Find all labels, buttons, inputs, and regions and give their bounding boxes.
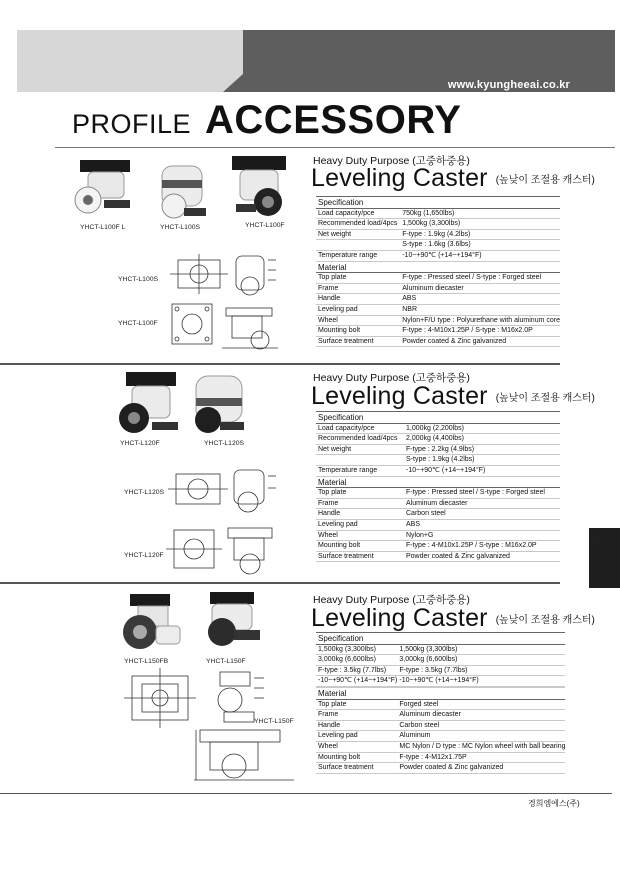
spec-key [316, 240, 400, 251]
caption-drawing-l120s: YHCT-L120S [124, 489, 165, 496]
caption-l150f: YHCT-L150F [206, 658, 246, 665]
caster-photo-l100s [150, 160, 212, 222]
spec-value: F-type : 4-M12x1.75P [397, 752, 565, 763]
spec-key: 1,500kg (3,300lbs) [316, 644, 397, 655]
caption-l150fb: YHCT-L150FB [124, 658, 169, 665]
spec-value: ABS [404, 519, 560, 530]
spec-key: Recommended load/4pcs [316, 434, 404, 445]
spec-key: Leveling pad [316, 519, 404, 530]
caption-l100f-l: YHCT-L100F L [80, 224, 126, 231]
spec-key: Handle [316, 720, 397, 731]
page-title [72, 98, 461, 143]
spec-value: MC Nylon / D type : MC Nylon wheel with ball bearing [397, 741, 565, 752]
technical-drawing-l120s [168, 464, 280, 516]
section-divider-1 [0, 363, 560, 365]
spec-key: Leveling pad [316, 304, 400, 315]
section1-title [311, 164, 595, 193]
spec-key: Wheel [316, 315, 400, 326]
spec-value: F-type : 1.9kg (4.2lbs) [400, 229, 560, 240]
spec-key: Handle [316, 509, 404, 520]
side-tab-label: Accessory [589, 534, 601, 586]
spec-value: ABS [400, 294, 560, 305]
page-title-profile: PROFILE [72, 109, 192, 139]
spec-key: Wheel [316, 741, 397, 752]
caster-photo-l150f [200, 590, 264, 652]
caster-photo-l120f [112, 370, 182, 438]
spec-key: Load capacity/pce [316, 208, 400, 219]
title-divider [55, 147, 615, 148]
header-band-light [17, 30, 243, 92]
spec-value: Powder coated & Zinc galvanized [400, 336, 560, 347]
caption-l100f: YHCT-L100F [245, 222, 285, 229]
material-header: Material [316, 687, 565, 699]
caption-drawing-l120f: YHCT-L120F [124, 552, 164, 559]
material-header: Material [316, 261, 560, 273]
section3-title-kr: (높낮이 조절용 캐스터) [495, 615, 595, 626]
section3-title-en: Leveling Caster [311, 604, 488, 632]
section1-subtitle: Heavy Duty Purpose (고중하중용) [313, 155, 470, 167]
spec-value: 1,000kg (2,200lbs) [404, 423, 560, 434]
spec-value: Aluminum diecaster [404, 498, 560, 509]
spec-key: Temperature range [316, 250, 400, 261]
company-label: 경희엠에스(주) [528, 799, 580, 808]
spec-value: NBR [400, 304, 560, 315]
section2-subtitle: Heavy Duty Purpose (고중하중용) [313, 372, 470, 384]
spec-header: Specification [316, 633, 565, 645]
section2-spec-table [316, 411, 560, 562]
material-header: Material [316, 476, 560, 488]
spec-value: Aluminum diecaster [397, 710, 565, 721]
spec-key: Frame [316, 498, 404, 509]
spec-key: Temperature range [316, 465, 404, 476]
spec-key [316, 455, 404, 466]
spec-value: Powder coated & Zinc galvanized [397, 763, 565, 774]
spec-header: Specification [316, 197, 560, 209]
spec-key: -10~+90℃ (+14~+194°F) [316, 676, 397, 687]
spec-value: 750kg (1,650lbs) [400, 208, 560, 219]
spec-value: F-type : 4-M10x1.25P / S-type : M16x2.0P [400, 326, 560, 337]
caption-l120f: YHCT-L120F [120, 440, 160, 447]
spec-key: Handle [316, 294, 400, 305]
caption-drawing-l100f: YHCT-L100F [118, 320, 158, 327]
caption-drawing-l100s: YHCT-L100S [118, 276, 159, 283]
spec-header: Specification [316, 412, 560, 424]
spec-value: Forged steel [397, 699, 565, 710]
spec-key: Surface treatment [316, 551, 404, 562]
technical-drawing-l100s [170, 250, 280, 300]
spec-value: Aluminum [397, 731, 565, 742]
spec-value: F-type : Pressed steel / S-type : Forged steel [404, 488, 560, 499]
caster-photo-l120s [186, 372, 250, 436]
spec-key: Mounting bolt [316, 541, 404, 552]
caster-photo-l150fb [112, 592, 184, 654]
spec-key: Recommended load/4pcs [316, 219, 400, 230]
caption-l100s: YHCT-L100S [160, 224, 201, 231]
spec-value: S-type : 1.6kg (3.6lbs) [400, 240, 560, 251]
spec-value: 1,500kg (3,300lbs) [400, 219, 560, 230]
spec-value: F-type : 3.5kg (7.7lbs) [397, 665, 565, 676]
spec-key: Mounting bolt [316, 326, 400, 337]
spec-key: Net weight [316, 229, 400, 240]
spec-value: Aluminum diecaster [400, 283, 560, 294]
technical-drawing-l150f [124, 668, 304, 786]
spec-value: -10~+90℃ (+14~+194°F) [397, 676, 565, 687]
caption-l120s: YHCT-L120S [204, 440, 245, 447]
spec-value: Carbon steel [397, 720, 565, 731]
spec-key: F-type : 3.5kg (7.7lbs) [316, 665, 397, 676]
spec-value: -10~+90℃ (+14~+194°F) [404, 465, 560, 476]
section2-title-en: Leveling Caster [311, 382, 488, 410]
spec-value: Nylon+F/U type : Polyurethane with aluminum core [400, 315, 560, 326]
spec-value: S-type : 1.9kg (4.2lbs) [404, 455, 560, 466]
spec-key: Top plate [316, 699, 397, 710]
section2-title-kr: (높낮이 조절용 캐스터) [495, 393, 595, 404]
technical-drawing-l100f [164, 298, 282, 354]
spec-value: Nylon+G [404, 530, 560, 541]
spec-key: Wheel [316, 530, 404, 541]
section-divider-2 [0, 582, 560, 584]
spec-value: 2,000kg (4,400lbs) [404, 434, 560, 445]
spec-value: Carbon steel [404, 509, 560, 520]
spec-key: Surface treatment [316, 336, 400, 347]
spec-key: Net weight [316, 444, 404, 455]
spec-key: Top plate [316, 488, 404, 499]
spec-value: F-type : Pressed steel / S-type : Forged steel [400, 273, 560, 284]
footer-divider [0, 793, 612, 794]
page-title-accessory: ACCESSORY [205, 98, 462, 142]
spec-key: Frame [316, 283, 400, 294]
spec-value: 3,000kg (6,600lbs) [397, 655, 565, 666]
header-notch [223, 74, 243, 92]
spec-key: Surface treatment [316, 763, 397, 774]
section3-title [311, 604, 595, 633]
caster-photo-l100f-l [74, 156, 136, 218]
section3-spec-table [316, 632, 565, 774]
section2-title [311, 382, 595, 411]
section1-title-kr: (높낮이 조절용 캐스터) [495, 175, 595, 186]
spec-key: Frame [316, 710, 397, 721]
spec-value: F-type : 4-M10x1.25P / S-type : M16x2.0P [404, 541, 560, 552]
spec-key: Leveling pad [316, 731, 397, 742]
spec-key: 3,000kg (6,600lbs) [316, 655, 397, 666]
spec-value: -10~+90℃ (+14~+194°F) [400, 250, 560, 261]
section1-title-en: Leveling Caster [311, 164, 488, 192]
website-url[interactable]: www.kyungheeai.co.kr [447, 79, 570, 91]
spec-key: Load capacity/pce [316, 423, 404, 434]
caster-photo-l100f [228, 154, 290, 222]
caption-drawing-l150f: YHCT-L150F [254, 718, 294, 725]
spec-key: Mounting bolt [316, 752, 397, 763]
spec-value: F-type : 2.2kg (4.9lbs) [404, 444, 560, 455]
section3-subtitle: Heavy Duty Purpose (고중하중용) [313, 594, 470, 606]
technical-drawing-l120f [166, 522, 282, 578]
section1-spec-table [316, 196, 560, 347]
spec-value: 1,500kg (3,300lbs) [397, 644, 565, 655]
spec-value: Powder coated & Zinc galvanized [404, 551, 560, 562]
spec-key: Top plate [316, 273, 400, 284]
